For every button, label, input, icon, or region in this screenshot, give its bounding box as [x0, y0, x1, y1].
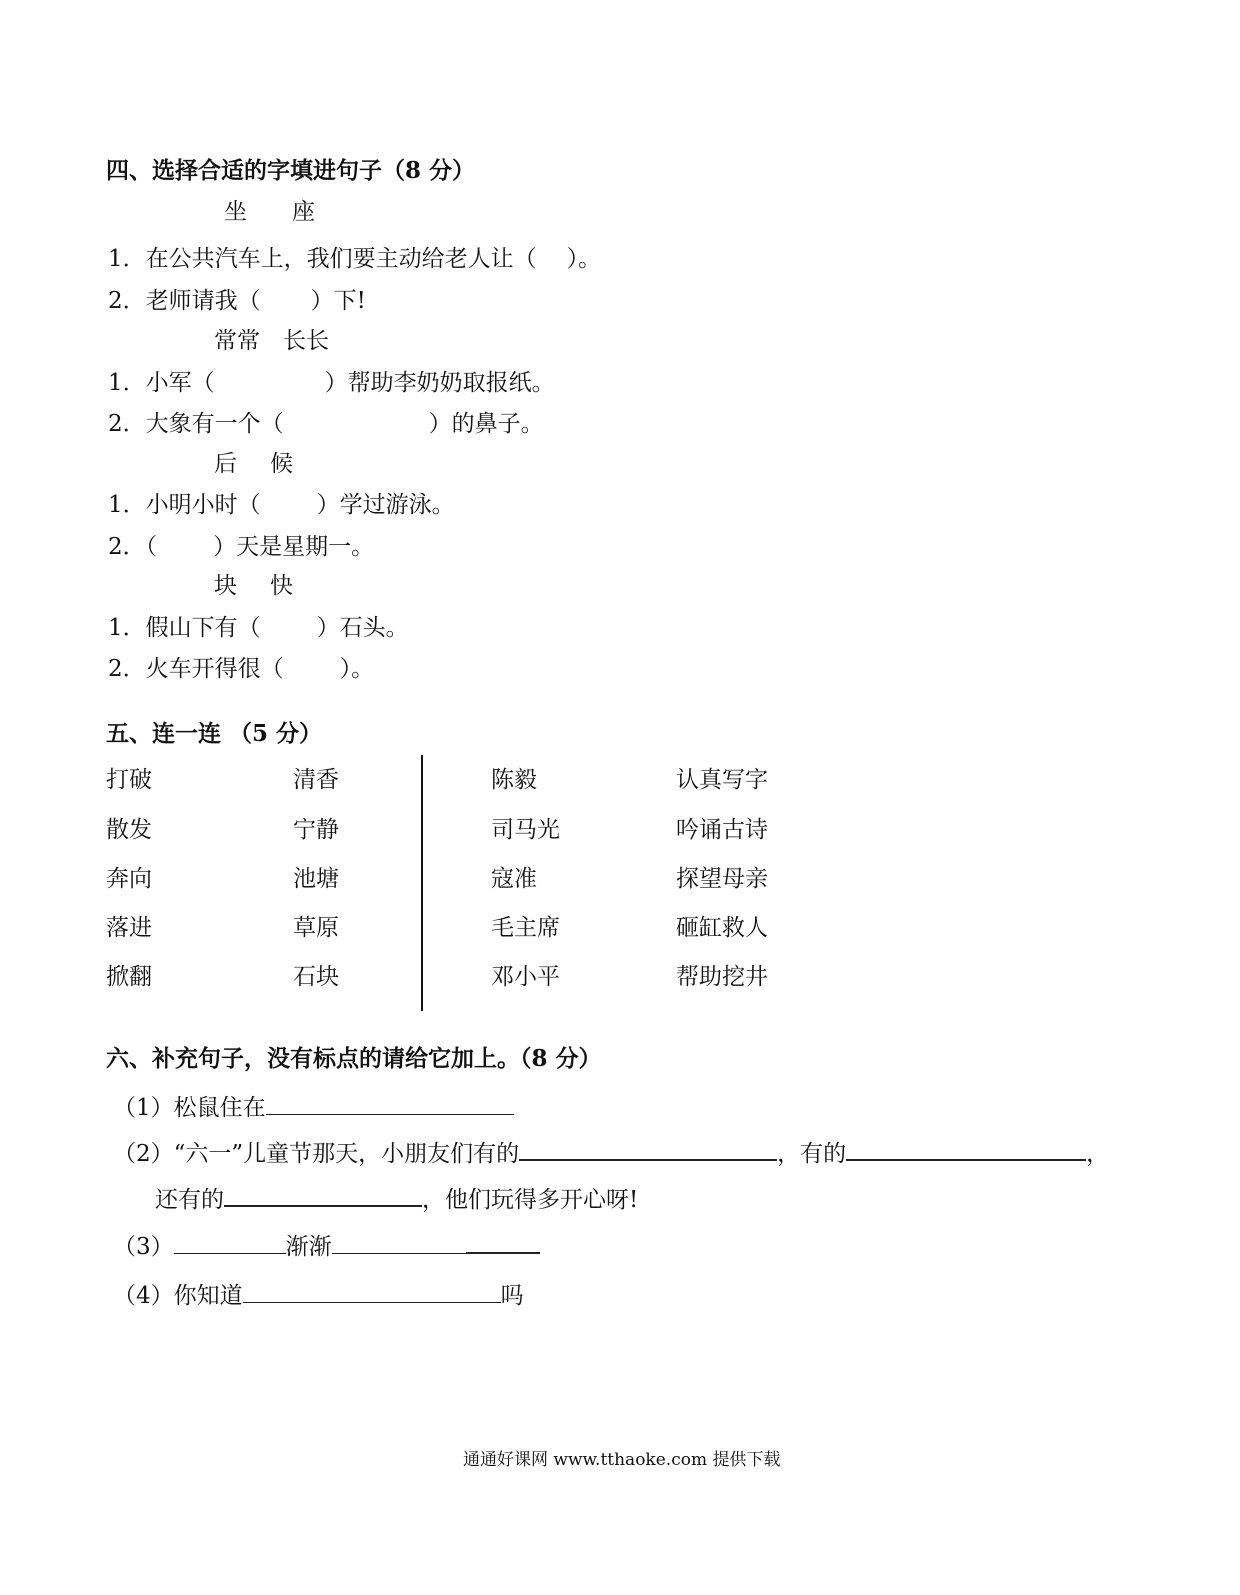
item-number: 2．	[108, 288, 146, 314]
item-text: （	[145, 534, 158, 560]
item-text: 松鼠住在	[173, 1095, 266, 1121]
sentence-item	[113, 1089, 514, 1122]
option-word: 座	[292, 199, 315, 225]
answer-line[interactable]	[519, 1157, 777, 1161]
match-event[interactable]: 吟诵古诗	[676, 817, 768, 843]
match-word[interactable]: 池塘	[293, 866, 339, 892]
item-text: ）。	[566, 246, 602, 272]
item-text: ）的鼻子。	[428, 411, 544, 437]
match-word[interactable]: 掀翻	[106, 964, 152, 990]
item-text: 老师请我（	[145, 288, 261, 314]
item-text: 在公共汽车上，我们要主动给老人让（	[145, 246, 537, 272]
item-text: ，他们玩得多开心呀!	[422, 1187, 639, 1213]
match-word[interactable]: 奔向	[106, 866, 152, 892]
match-word[interactable]: 清香	[293, 767, 339, 793]
item-text: 假山下有（	[145, 615, 261, 641]
answer-line[interactable]	[243, 1300, 501, 1303]
match-word[interactable]: 打破	[106, 767, 152, 793]
fill-item	[108, 364, 555, 397]
option-word: 常常	[214, 328, 260, 354]
item-text: ）石头。	[316, 615, 409, 641]
fill-item	[108, 528, 374, 561]
item-text: “六一”儿童节那天，小朋友们有的	[173, 1141, 520, 1167]
fill-item	[108, 240, 601, 273]
item-text: ，	[1086, 1141, 1110, 1167]
item-text: ）下!	[310, 288, 366, 314]
match-word[interactable]: 宁静	[293, 817, 339, 843]
fill-item	[108, 486, 455, 519]
fill-item	[108, 282, 366, 315]
answer-line[interactable]	[224, 1203, 422, 1207]
item-text: ）帮助李奶奶取报纸。	[324, 370, 555, 396]
item-number: （3）	[113, 1234, 174, 1260]
section6-title: 六、补充句子，没有标点的请给它加上。（8 分）	[106, 1045, 602, 1072]
match-event[interactable]: 探望母亲	[676, 866, 768, 892]
option-word: 坐	[224, 199, 247, 225]
match-person[interactable]: 陈毅	[491, 767, 537, 793]
match-person[interactable]: 毛主席	[491, 915, 560, 941]
item-text: ）。	[339, 656, 375, 682]
fill-item	[108, 405, 544, 438]
item-text: 火车开得很（	[145, 656, 284, 682]
option-word: 块	[214, 573, 237, 599]
item-text: 小军（	[145, 370, 215, 396]
column-divider	[421, 755, 423, 1011]
answer-line[interactable]	[466, 1250, 540, 1254]
option-word: 快	[270, 573, 293, 599]
match-person[interactable]: 司马光	[491, 817, 560, 843]
match-event[interactable]: 帮助挖井	[676, 964, 768, 990]
match-word[interactable]: 落进	[106, 915, 152, 941]
item-text: 还有的	[155, 1187, 224, 1213]
item-number: 1．	[108, 492, 146, 518]
option-word: 长长	[283, 328, 329, 354]
item-number: 2．	[108, 656, 146, 682]
answer-line[interactable]	[174, 1251, 286, 1254]
sentence-item	[113, 1228, 540, 1261]
match-word[interactable]: 散发	[106, 817, 152, 843]
item-text: ）天是星期一。	[213, 534, 375, 560]
sentence-item	[113, 1277, 524, 1310]
match-word[interactable]: 草原	[293, 915, 339, 941]
item-text: ，有的	[777, 1141, 847, 1167]
item-text: 大象有一个（	[145, 411, 284, 437]
item-number: 2．	[108, 411, 146, 437]
item-text: 你知道	[173, 1283, 243, 1309]
match-person[interactable]: 邓小平	[491, 964, 560, 990]
match-word[interactable]: 石块	[293, 964, 339, 990]
item-number: 1．	[108, 246, 146, 272]
sentence-item-continued	[155, 1181, 638, 1214]
section4-title: 四、选择合适的字填进句子（8 分）	[106, 157, 476, 184]
item-number: （2）	[113, 1141, 174, 1167]
item-number: 1．	[108, 615, 146, 641]
fill-item	[108, 609, 409, 642]
item-number: （1）	[113, 1095, 174, 1121]
item-number: 1．	[108, 370, 146, 396]
match-person[interactable]: 寇准	[491, 866, 537, 892]
section5-title: 五、连一连 （5 分）	[106, 720, 323, 747]
item-text: 小明小时（	[145, 492, 261, 518]
item-text: 渐渐	[285, 1234, 332, 1260]
sentence-item	[113, 1135, 1109, 1168]
answer-line[interactable]	[332, 1251, 466, 1254]
item-text: ）学过游泳。	[316, 492, 455, 518]
fill-item	[108, 650, 374, 683]
option-word: 后	[214, 451, 237, 477]
item-text: 吗	[500, 1283, 524, 1309]
footer-text: 通通好课网 www.tthaoke.com 提供下载	[463, 1450, 781, 1470]
match-event[interactable]: 认真写字	[676, 767, 768, 793]
answer-line[interactable]	[846, 1157, 1086, 1161]
item-number: 2．	[108, 534, 146, 560]
answer-line[interactable]	[266, 1112, 514, 1115]
option-word: 候	[270, 451, 293, 477]
match-event[interactable]: 砸缸救人	[676, 915, 768, 941]
item-number: （4）	[113, 1283, 174, 1309]
